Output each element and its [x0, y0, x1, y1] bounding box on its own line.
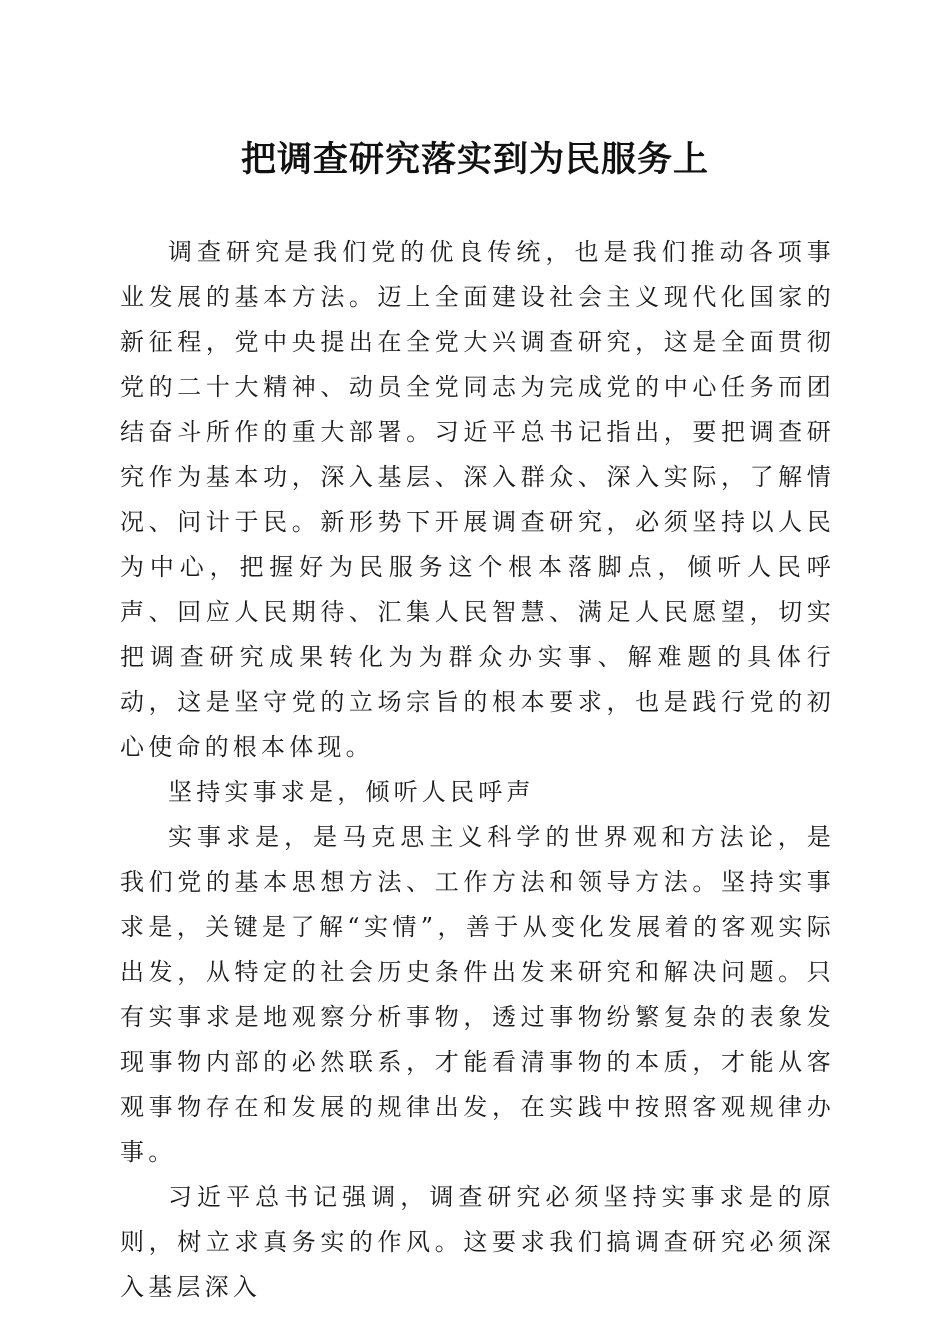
- section-heading: 坚持实事求是，倾听人民呼声: [168, 778, 535, 806]
- page-title: 把调查研究落实到为民服务上: [240, 139, 709, 180]
- paragraph-seek-truth: 实事求是，是马克思主义科学的世界观和方法论，是我们党的基本思想方法、工作方法和领导方法。坚持实事求是，关键是了解“实情”，善于从变化发展着的客观实际出发，从特定的社会历史条件出发来研究和解决问题。只有实事求是地观察分析事物，透过事物纷繁复杂的表象发现事物内部的必然联系，才能看清事物的本质，才能从客观事物存在和发展的规律出发，在实践中按照客观规律办事。: [120, 823, 835, 1166]
- paragraph-intro: 调查研究是我们党的优良传统，也是我们推动各项事业发展的基本方法。迈上全面建设社会主义现代化国家的新征程，党中央提出在全党大兴调查研究，这是全面贯彻党的二十大精神、动员全党同志为完成党的中心任务而团结奋斗所作的重大部署。习近平总书记指出，要把调查研究作为基本功，深入基层、深入群众、深入实际，了解情况、问计于民。新形势下开展调查研究，必须坚持以人民为中心，把握好为民服务这个根本落脚点，倾听人民呼声、回应人民期待、汇集人民智慧、满足人民愿望，切实把调查研究成果转化为为群众办实事、解难题的具体行动，这是坚守党的立场宗旨的根本要求，也是践行党的初心使命的根本体现。: [120, 238, 835, 761]
- document-body: [120, 230, 835, 1310]
- paragraph-emphasis: 习近平总书记强调，调查研究必须坚持实事求是的原则，树立求真务实的作风。这要求我们搞调查研究必须深入基层深入: [120, 1183, 835, 1301]
